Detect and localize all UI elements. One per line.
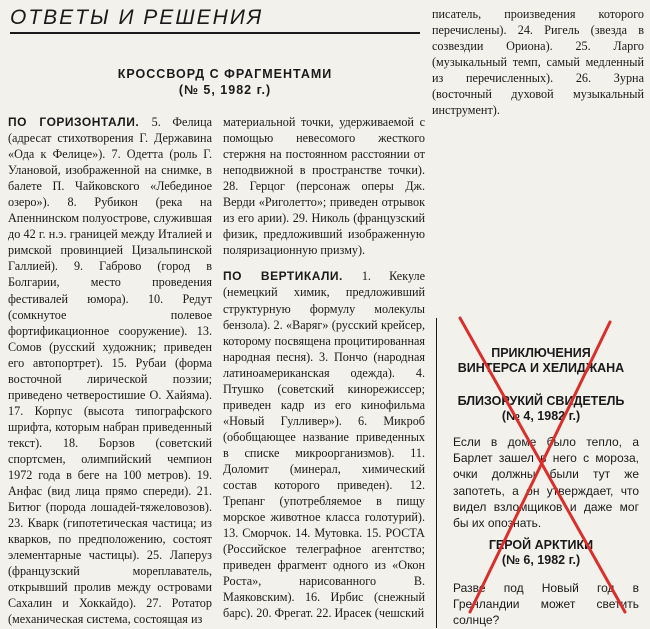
crossword-title: КРОССВОРД С ФРАГМЕНТАМИ — [117, 67, 333, 81]
horizontal-heading: ПО ГОРИЗОНТАЛИ. — [8, 115, 152, 129]
horizontal-text-paragraph — [223, 114, 425, 258]
vertical-text: 1. Кекуле (немецкий химик, предложивший структурную формулу молекулы бензола). 2. «Варяг» (русский крейсер, которому посвящена процитированная народная песня). 3. Пончо (народная латиноамериканская одежда). 4. Птушко (советский кинорежиссер; приведен кадр из его кинофильма «Новый Гулливер»). 6. Микроб (обобщающее название приведенных в списке микроорганизмов). 11. Доломит (минерал, химический состав которого приведен). 12. Трепанг (употребляемое в пищу морское животное класса голотурий). 13. Сморчок. 14. Мутовка. 15. РОСТА (Российское телеграфное агентство; приведен фрагмент одного из «Окон Роста», нарисованного В. Маяковским). 16. Ирбис (снежный барс). 20. Фрегат. 22. Ирасек (чешский — [223, 269, 425, 621]
horizontal-text-paragraph — [8, 114, 212, 628]
story1-text: Если в доме было тепло, а Барлет зашел в него с мороза, очки должны были тут же запотеть, а он утверждает, что видел взломщиков и даже мог бы их опознать. — [453, 435, 639, 531]
column-1 — [8, 114, 212, 628]
adventures-title-line1: ПРИКЛЮЧЕНИЯ — [491, 346, 591, 360]
story2-title: ГЕРОЙ АРКТИКИ — [488, 538, 594, 552]
adventures-title-line2: ВИНТЕРСА И ХЕЛИДЖАНА — [457, 361, 625, 375]
column-2 — [223, 114, 425, 621]
vertical-text-paragraph — [432, 6, 644, 118]
story2-issue: (№ 6, 1982 г.) — [501, 553, 581, 567]
crossword-title-block — [100, 66, 350, 98]
adventures-title — [437, 346, 645, 376]
story1-heading — [437, 394, 645, 424]
story1-issue: (№ 4, 1982 г.) — [501, 409, 581, 423]
adventures-box — [436, 318, 645, 628]
horizontal-text: материальной точки, удерживаемой с помощью невесомого жесткого стержня на постоянном расстоянии от неподвижной в пространстве точки). 28. Герцог (персонаж оперы Дж. Верди «Риголетто»; приведен отрывок из его арии). 29. Николь (французский физик, предложивший изображенную поляризационную призму). — [223, 115, 425, 258]
rubric-title: ОТВЕТЫ И РЕШЕНИЯ — [10, 6, 420, 34]
story1-title: БЛИЗОРУКИЙ СВИДЕТЕЛЬ — [457, 394, 625, 408]
story2-text: Разве под Новый год в Гренландии может светить солнце? — [453, 581, 639, 628]
story2-heading — [437, 538, 645, 568]
vertical-text-paragraph — [223, 268, 425, 621]
vertical-text: писатель, произведения которого перечислены). 24. Ригель (звезда в созвездии Ориона). 25. Ларго (музыкальный темп, самый медленный из перечисленных). 26. Зурна (восточный духовой музыкальный инструмент). — [432, 7, 644, 118]
horizontal-text: 5. Фелица (адресат стихотворения Г. Державина «Ода к Фелице»). 7. Одетта (роль Г. Улановой, изображенной на снимке, в балете П. Чайковского «Лебединое озеро»). 8. Рубикон (река на Апеннинском полуострове, служившая до 42 г. н.э. границей между Италией и римской провинцией Цизальпинской Галлией). 9. Габрово (город в Болгарии, место проведения фестивалей юмора). 10. Редут (сомкнутое полевое фортификационное сооружение). 13. Сомов (русский художник; приведен его автопортрет). 15. Рубаи (форма восточной лирической поэзии; приведено четверостишие О. Хайяма). 17. Корпус (высота типографского шрифта, которым набран приведенный текст). 18. Борзов (советский спортсмен, олимпийский чемпион 1972 года в беге на 100 метров). 19. Анфас (вид лица прямо спереди). 21. Битюг (порода лошадей-тяжеловозов). 23. Кварк (гипотетическая частица; из кварков, по предположению, состоят элементарные частицы). 25. Лаперуз (французский мореплаватель, открывший пролив между островами Сахалин и Хоккайдо). 27. Ротатор (механическая система, состоящая из — [8, 115, 212, 627]
vertical-heading: ПО ВЕРТИКАЛИ. — [223, 269, 362, 284]
column-3 — [432, 6, 644, 118]
crossword-issue: (№ 5, 1982 г.) — [178, 83, 272, 97]
